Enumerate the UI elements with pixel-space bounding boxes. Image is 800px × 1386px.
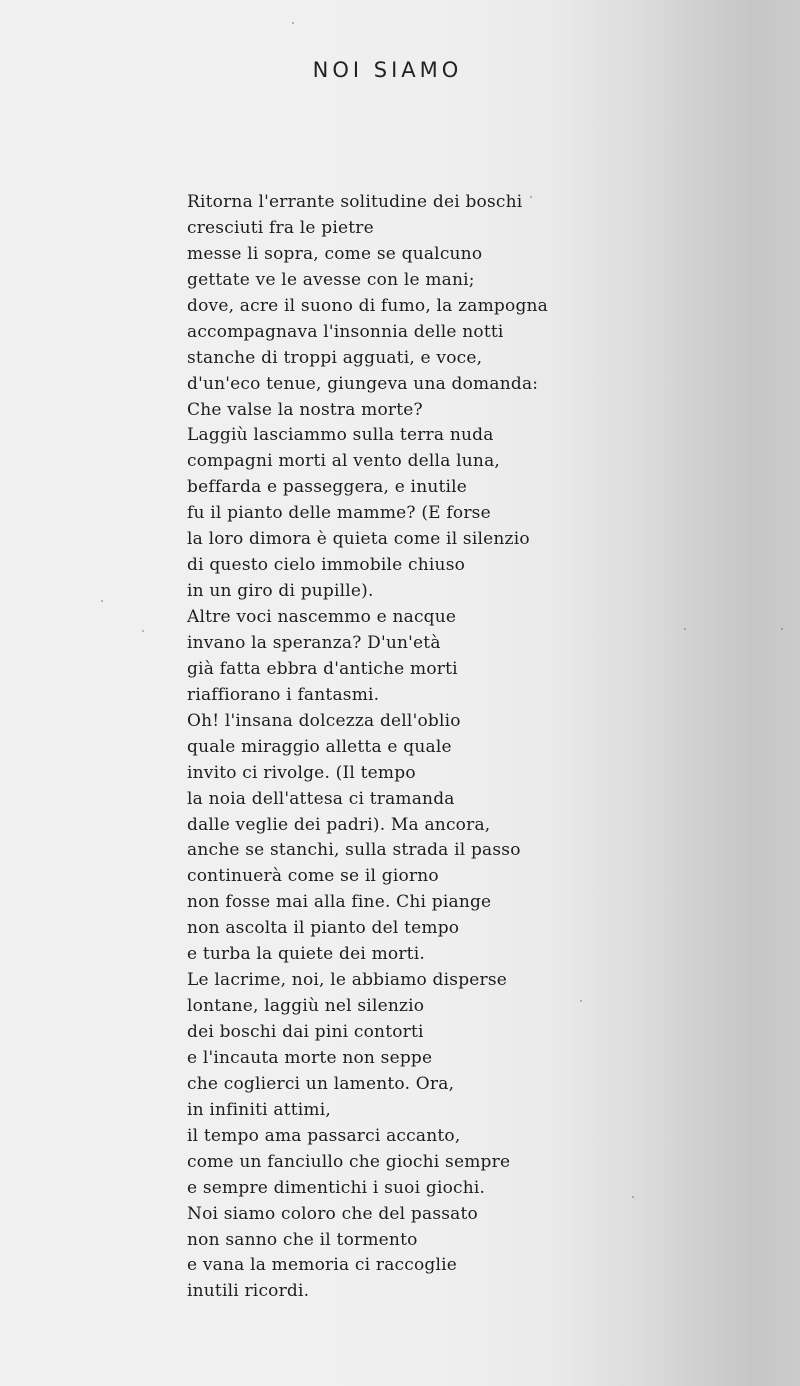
poem-body	[187, 190, 548, 1305]
poem-line: messe li sopra, come se qualcuno	[187, 243, 483, 264]
poem-line: invito ci rivolge. (Il tempo	[187, 762, 416, 783]
poem-line: e l'incauta morte non seppe	[187, 1047, 433, 1068]
poem-line: la noia dell'attesa ci tramanda	[187, 788, 455, 809]
print-speck	[142, 630, 144, 632]
print-speck	[580, 1000, 582, 1002]
print-speck	[101, 600, 103, 602]
poem-line: continuerà come se il giorno	[187, 866, 439, 887]
poem-line: beffarda e passeggera, e inutile	[187, 477, 468, 498]
poem-line: cresciuti fra le pietre	[187, 217, 374, 238]
poem-line: fu il pianto delle mamme? (E forse	[187, 503, 491, 524]
poem-line: e vana la memoria ci raccoglie	[187, 1255, 458, 1276]
poem-line: quale miraggio alletta e quale	[187, 736, 452, 757]
print-speck	[292, 22, 294, 24]
poem-line: di questo cielo immobile chiuso	[187, 555, 466, 576]
poem-line: Altre voci nascemmo e nacque	[187, 607, 457, 627]
poem-line: Laggiù lasciammo sulla terra nuda	[187, 425, 494, 446]
poem-line: riaffiorano i fantasmi.	[187, 684, 380, 705]
poem-line: dalle veglie dei padri). Ma ancora,	[187, 814, 491, 835]
poem-line: compagni morti al vento della luna,	[187, 451, 501, 472]
print-speck	[530, 196, 532, 198]
poem-line: Che valse la nostra morte?	[187, 399, 423, 420]
poem-line: dove, acre il suono di fumo, la zampogna	[187, 295, 549, 316]
poem-line: la loro dimora è quieta come il silenzio	[187, 529, 530, 550]
poem-line: e turba la quiete dei morti.	[187, 944, 425, 965]
poem-line: non ascolta il pianto del tempo	[187, 918, 460, 939]
poem-line: già fatta ebbra d'antiche morti	[187, 658, 458, 679]
poem-line: Ritorna l'errante solitudine dei boschi	[187, 192, 523, 212]
poem-line: in un giro di pupille).	[187, 581, 374, 602]
poem-line: e sempre dimentichi i suoi giochi.	[187, 1177, 486, 1198]
poem-line: il tempo ama passarci accanto,	[187, 1125, 461, 1146]
poem-line: Le lacrime, noi, le abbiamo disperse	[187, 970, 508, 991]
print-speck	[684, 628, 686, 630]
poem-line: inutili ricordi.	[187, 1281, 310, 1302]
poem-line: in infiniti attimi,	[187, 1099, 331, 1120]
poem-line: non sanno che il tormento	[187, 1229, 418, 1250]
poem-line: gettate ve le avesse con le mani;	[187, 269, 475, 290]
poem-line: che coglierci un lamento. Ora,	[187, 1073, 455, 1094]
poem-line: Noi siamo coloro che del passato	[187, 1203, 478, 1224]
poem-line: non fosse mai alla fine. Chi piange	[187, 892, 492, 913]
poem-line: dei boschi dai pini contorti	[187, 1022, 424, 1042]
poem-line: invano la speranza? D'un'età	[187, 632, 441, 653]
poem-line: come un fanciullo che giochi sempre	[187, 1151, 511, 1172]
poem-line: lontane, laggiù nel silenzio	[187, 996, 425, 1017]
poem-line: d'un'eco tenue, giungeva una domanda:	[187, 373, 539, 394]
poem-line: stanche di troppi agguati, e voce,	[187, 347, 483, 368]
print-speck	[632, 1196, 634, 1198]
poem-line: accompagnava l'insonnia delle notti	[187, 321, 504, 342]
poem-line: Oh! l'insana dolcezza dell'oblio	[187, 710, 461, 731]
poem-title: NOI SIAMO	[312, 58, 463, 82]
poem-line: anche se stanchi, sulla strada il passo	[187, 840, 521, 861]
print-speck	[781, 628, 783, 630]
